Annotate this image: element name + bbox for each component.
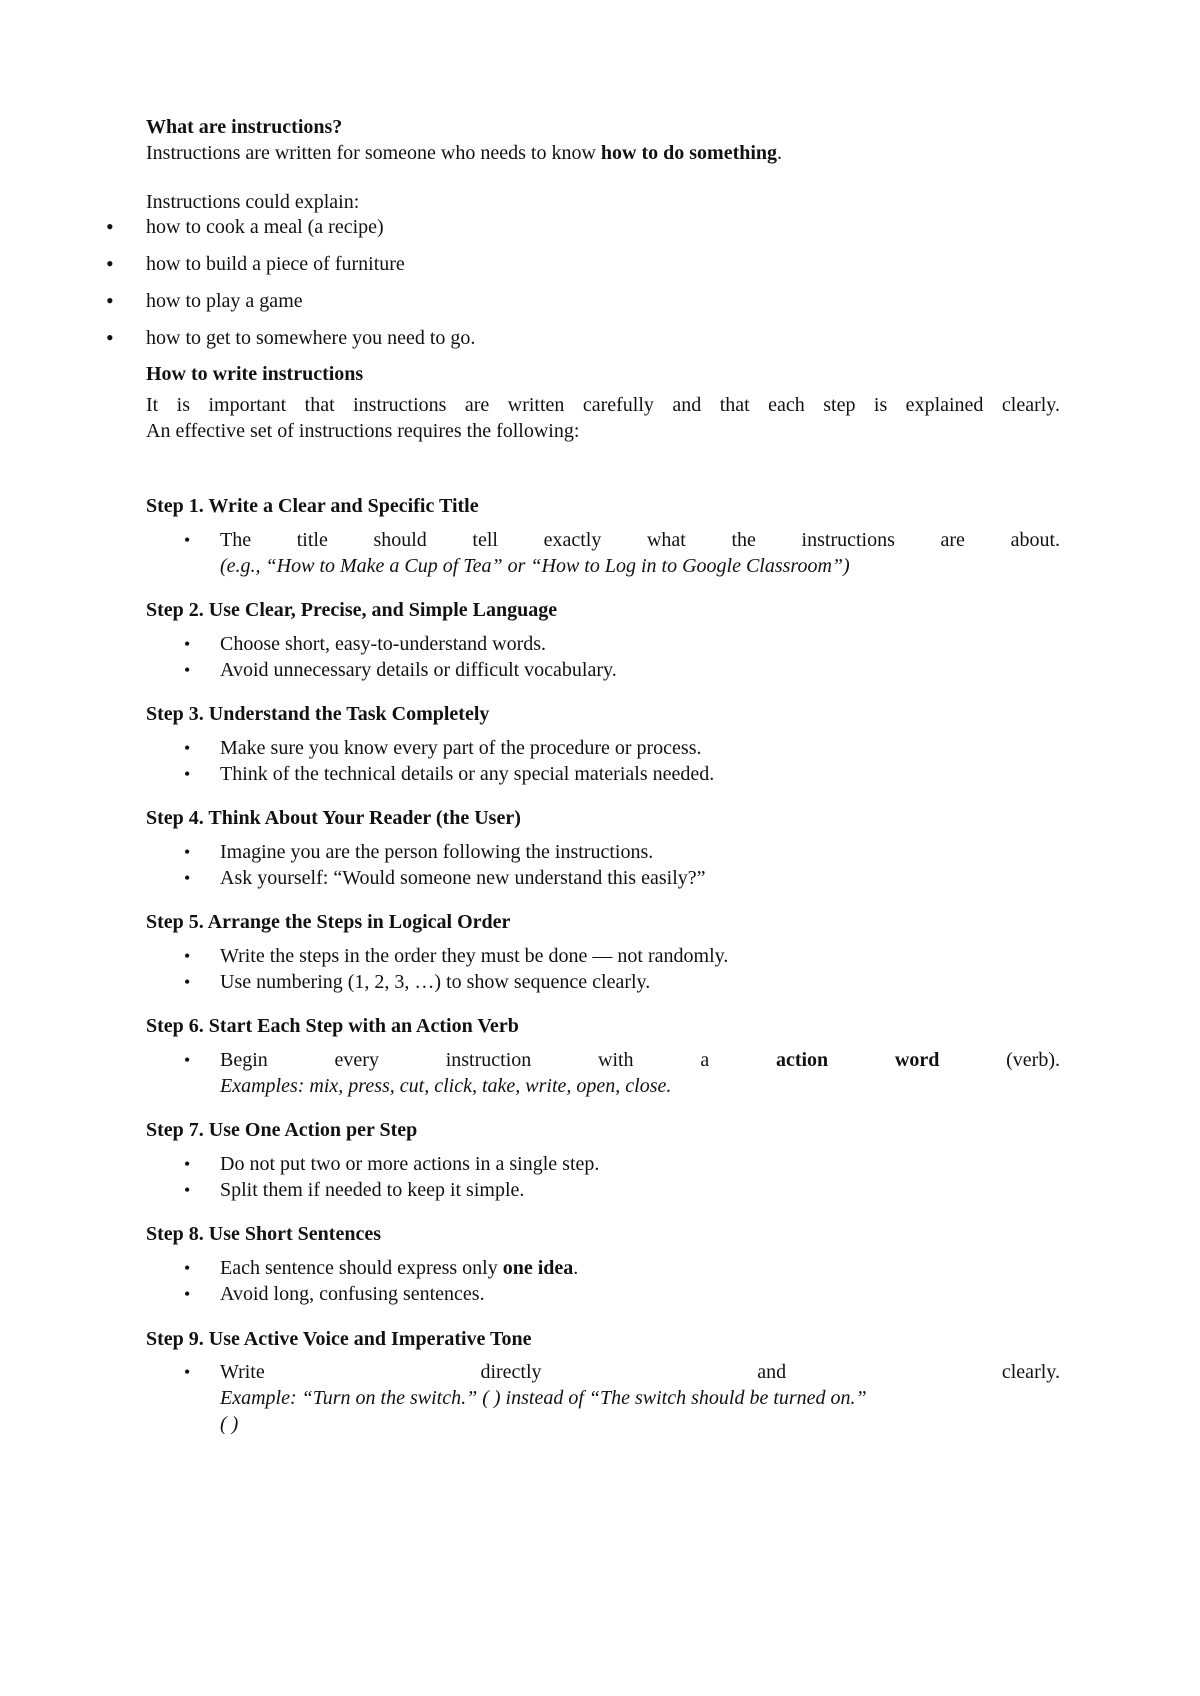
step-6-title: Step 6. Start Each Step with an Action Verb: [146, 1015, 519, 1037]
bullet-icon: •: [184, 530, 191, 550]
step-5-bullet-1: Write the steps in the order they must be done — not randomly.: [220, 945, 729, 967]
how-to-para-line1: It is important that instructions are written carefully and that each step is explained clearly.: [146, 394, 1060, 416]
bullet-icon: •: [184, 738, 191, 758]
step-9-example: Example: “Turn on the switch.” ( ) instead of “The switch should be turned on.”: [220, 1387, 867, 1409]
list-item: how to play a game: [146, 290, 303, 312]
list-item: how to get to somewhere you need to go.: [146, 327, 476, 349]
bullet-icon: •: [106, 288, 114, 313]
list-item: how to cook a meal (a recipe): [146, 216, 384, 238]
step-9-bullet-1: Write directly and clearly.: [220, 1361, 1060, 1383]
step-1-bullet-1: The title should tell exactly what the instructions are about.: [220, 529, 1060, 551]
list-item: how to build a piece of furniture: [146, 253, 405, 275]
bullet-icon: •: [184, 1258, 191, 1278]
step-9-title: Step 9. Use Active Voice and Imperative Tone: [146, 1328, 532, 1350]
step-6-bullet-1: Begin every instruction with a action word (verb).: [220, 1049, 1060, 1071]
step-7-title: Step 7. Use One Action per Step: [146, 1119, 418, 1141]
could-explain-text: Instructions could explain:: [146, 191, 360, 213]
step-4-bullet-1: Imagine you are the person following the instructions.: [220, 841, 654, 863]
step-7-bullet-1: Do not put two or more actions in a single step.: [220, 1153, 600, 1175]
step-2-bullet-1: Choose short, easy-to-understand words.: [220, 633, 547, 655]
bullet-icon: •: [184, 660, 191, 680]
bullet-icon: •: [106, 214, 114, 239]
how-to-heading: How to write instructions: [146, 363, 364, 385]
step-8-bullet-1: Each sentence should express only one idea.: [220, 1257, 579, 1279]
step-3-bullet-2: Think of the technical details or any special materials needed.: [220, 763, 715, 785]
step-6-examples: Examples: mix, press, cut, click, take, write, open, close.: [220, 1075, 672, 1097]
step-2-bullet-2: Avoid unnecessary details or difficult vocabulary.: [220, 659, 617, 681]
bullet-icon: •: [184, 1284, 191, 1304]
step-1-example: (e.g., “How to Make a Cup of Tea” or “How to Log in to Google Classroom”): [220, 555, 850, 577]
step-3-title: Step 3. Understand the Task Completely: [146, 703, 490, 725]
bullet-icon: •: [184, 634, 191, 654]
step-5-title: Step 5. Arrange the Steps in Logical Order: [146, 911, 511, 933]
bullet-icon: •: [184, 1362, 191, 1382]
step-3-bullet-1: Make sure you know every part of the procedure or process.: [220, 737, 702, 759]
bullet-icon: •: [184, 764, 191, 784]
bullet-icon: •: [184, 1154, 191, 1174]
how-to-para-line2: An effective set of instructions requires the following:: [146, 420, 580, 442]
bullet-icon: •: [184, 1180, 191, 1200]
bullet-icon: •: [184, 972, 191, 992]
step-7-bullet-2: Split them if needed to keep it simple.: [220, 1179, 525, 1201]
bullet-icon: •: [106, 251, 114, 276]
step-9-example-cont: ( ): [220, 1413, 239, 1435]
bullet-icon: •: [184, 842, 191, 862]
step-2-title: Step 2. Use Clear, Precise, and Simple Language: [146, 599, 558, 621]
bullet-icon: •: [106, 325, 114, 350]
intro-heading: What are instructions?: [146, 116, 343, 138]
step-8-bullet-2: Avoid long, confusing sentences.: [220, 1283, 485, 1305]
bullet-icon: •: [184, 868, 191, 888]
step-1-title: Step 1. Write a Clear and Specific Title: [146, 495, 479, 517]
intro-line: Instructions are written for someone who needs to know how to do something.: [146, 142, 783, 164]
bullet-icon: •: [184, 1050, 191, 1070]
bullet-icon: •: [184, 946, 191, 966]
step-8-title: Step 8. Use Short Sentences: [146, 1223, 381, 1245]
step-4-title: Step 4. Think About Your Reader (the User): [146, 807, 521, 829]
step-5-bullet-2: Use numbering (1, 2, 3, …) to show sequence clearly.: [220, 971, 651, 993]
step-4-bullet-2: Ask yourself: “Would someone new understand this easily?”: [220, 867, 706, 889]
